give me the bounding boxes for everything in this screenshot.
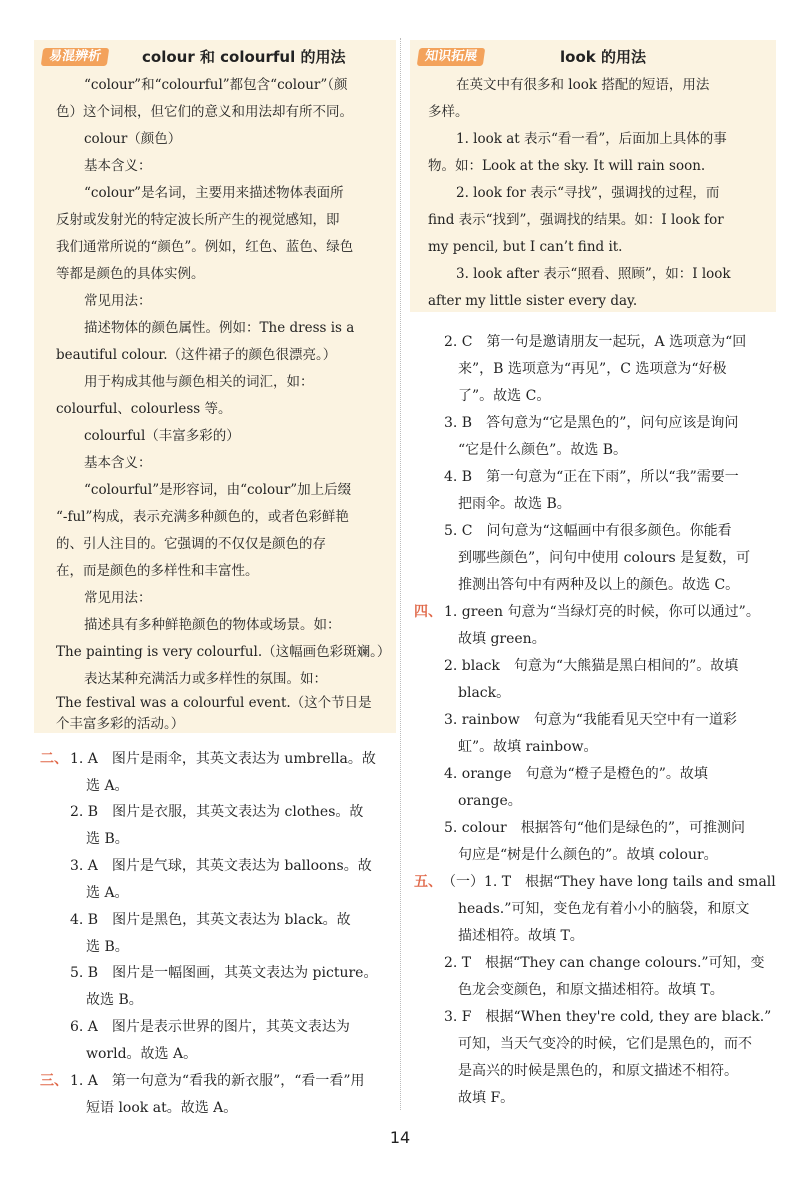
answer-line: 到哪些颜色”，问句中使用 colours 是复数，可 xyxy=(458,550,751,566)
answer-line: 选 A。 xyxy=(86,778,129,794)
answer-line: 是高兴的时候是黑色的，和原文描述不相符。 xyxy=(458,1063,738,1079)
answer-line: 选 B。 xyxy=(86,831,129,847)
box-line: “-ful”构成，表示充满多种颜色的，或者色彩鲜艳 xyxy=(56,509,349,525)
box-line: colour（颜色） xyxy=(84,131,182,147)
answer-line: heads.”可知，变色龙有着小小的脑袋，和原文 xyxy=(458,901,750,917)
box-line: 常见用法： xyxy=(84,590,152,606)
answer-line: 1. A 图片是雨伞，其英文表达为 umbrella。故 xyxy=(70,751,376,767)
box-line: 在，而是颜色的多样性和丰富性。 xyxy=(56,563,259,579)
answer-line: 把雨伞。故选 B。 xyxy=(458,496,571,512)
knowledge-extension-tag: 知识拓展 xyxy=(417,48,486,66)
answer-line: 3. A 图片是气球，其英文表达为 balloons。故 xyxy=(70,858,372,874)
box-line: 描述具有多种鲜艳颜色的物体或场景。如： xyxy=(84,617,341,633)
answer-line: 3. rainbow 句意为“我能看见天空中有一道彩 xyxy=(444,712,737,728)
answer-line: orange。 xyxy=(458,793,522,809)
box-line: 等都是颜色的具体实例。 xyxy=(56,266,205,282)
answer-line: 2. B 图片是衣服，其英文表达为 clothes。故 xyxy=(70,804,364,820)
box-line: 物。如：Look at the sky. It will rain soon. xyxy=(428,158,706,174)
answer-line: 短语 look at。故选 A。 xyxy=(86,1100,238,1116)
box-line: after my little sister every day. xyxy=(428,293,638,309)
box-line: 个丰富多彩的活动。） xyxy=(56,716,185,732)
answer-line: 来”，B 选项意为“再见”，C 选项意为“好极 xyxy=(458,361,727,377)
answer-line: 故选 B。 xyxy=(86,992,143,1008)
answer-line: “它是什么颜色”。故选 B。 xyxy=(458,442,628,458)
answer-line: 了”。故选 C。 xyxy=(458,388,551,404)
box-line: 1. look at 表示“看一看”，后面加上具体的事 xyxy=(456,131,727,147)
page-number: 14 xyxy=(389,1128,411,1147)
section-marker-2: 二、 xyxy=(40,751,68,767)
box-title: look 的用法 xyxy=(560,48,646,66)
section-marker-4: 四、 xyxy=(414,604,442,620)
answer-line: 句应是“树是什么颜色的”。故填 colour。 xyxy=(458,847,718,863)
box-line: 2. look for 表示“寻找”，强调找的过程，而 xyxy=(456,185,720,201)
answer-line: 可知，当天气变冷的时候，它们是黑色的，而不 xyxy=(458,1036,752,1052)
answer-line: 推测出答句中有两种及以上的颜色。故选 C。 xyxy=(458,577,740,593)
answer-line: 4. orange 句意为“橙子是橙色的”。故填 xyxy=(444,766,708,782)
answer-line: 故填 green。 xyxy=(458,631,546,647)
box-line: 3. look after 表示“照看、照顾”，如：I look xyxy=(456,266,731,282)
answer-line: 5. C 问句意为“这幅画中有很多颜色。你能看 xyxy=(444,523,732,539)
box-line: 常见用法： xyxy=(84,293,152,309)
box-line: 反射或发射光的特定波长所产生的视觉感知，即 xyxy=(56,212,340,228)
box-line: “colour”和“colourful”都包含“colour”（颜 xyxy=(84,77,348,93)
box-line: “colourful”是形容词，由“colour”加上后缀 xyxy=(84,482,352,498)
column-divider xyxy=(400,38,401,1110)
answer-line: 故填 F。 xyxy=(458,1090,515,1106)
answer-line: 2. black 句意为“大熊猫是黑白相间的”。故填 xyxy=(444,658,739,674)
box-line: my pencil, but I can’t find it. xyxy=(428,239,623,255)
box-line: 表达某种充满活力或多样性的氛围。如： xyxy=(84,671,327,687)
knowledge-extension-box xyxy=(410,40,776,312)
answer-line: 1. A 第一句意为“看我的新衣服”，“看一看”用 xyxy=(70,1073,365,1089)
answer-line: 选 A。 xyxy=(86,885,129,901)
box-line: 描述物体的颜色属性。例如：The dress is a xyxy=(84,320,355,336)
box-line: colourful、colourless 等。 xyxy=(56,401,232,417)
confusion-analysis-box xyxy=(34,40,396,733)
box-line: 基本含义： xyxy=(84,158,152,174)
answer-line: 4. B 第一句意为“正在下雨”，所以“我”需要一 xyxy=(444,469,739,485)
box-line: 多样。 xyxy=(428,104,469,120)
box-line: 基本含义： xyxy=(84,455,152,471)
confusion-analysis-tag: 易混辨析 xyxy=(41,48,110,66)
answer-line: world。故选 A。 xyxy=(86,1046,198,1062)
answer-line: 5. B 图片是一幅图画，其英文表达为 picture。 xyxy=(70,965,378,981)
answer-line: 4. B 图片是黑色，其英文表达为 black。故 xyxy=(70,912,351,928)
box-title: colour 和 colourful 的用法 xyxy=(142,48,346,66)
box-line: 的、引人注目的。它强调的不仅仅是颜色的存 xyxy=(56,536,326,552)
answer-line: 色龙会变颜色，和原文描述相符。故填 T。 xyxy=(458,982,724,998)
box-line: 色）这个词根，但它们的意义和用法却有所不同。 xyxy=(56,104,353,120)
box-line: colourful（丰富多彩的） xyxy=(84,428,240,444)
answer-line: 3. B 答句意为“它是黑色的”，问句应该是询问 xyxy=(444,415,739,431)
answer-line: 选 B。 xyxy=(86,939,129,955)
box-line: find 表示“找到”，强调找的结果。如：I look for xyxy=(428,212,724,228)
answer-line: 2. T 根据“They can change colours.”可知，变 xyxy=(444,955,765,971)
box-line: “colour”是名词，主要用来描述物体表面所 xyxy=(84,185,344,201)
box-line: beautiful colour.（这件裙子的颜色很漂亮。） xyxy=(56,347,337,363)
answer-line: 2. C 第一句是邀请朋友一起玩，A 选项意为“回 xyxy=(444,334,747,350)
answer-line: 6. A 图片是表示世界的图片，其英文表达为 xyxy=(70,1019,350,1035)
answer-line: （一）1. T 根据“They have long tails and small xyxy=(442,874,776,890)
answer-line: 1. green 句意为“当绿灯亮的时候，你可以通过”。 xyxy=(444,604,760,620)
answer-line: 描述相符。故填 T。 xyxy=(458,928,584,944)
box-line: 我们通常所说的“颜色”。例如，红色、蓝色、绿色 xyxy=(56,239,354,255)
section-marker-5: 五、 xyxy=(414,874,442,890)
box-line: 在英文中有很多和 look 搭配的短语，用法 xyxy=(456,77,710,93)
answer-line: 3. F 根据“When they're cold, they are black.” xyxy=(444,1009,772,1025)
section-marker-3: 三、 xyxy=(40,1073,68,1089)
answer-line: black。 xyxy=(458,685,511,701)
box-line: 用于构成其他与颜色相关的词汇，如： xyxy=(84,374,314,390)
answer-line: 5. colour 根据答句“他们是绿色的”，可推测问 xyxy=(444,820,746,836)
answer-line: 虹”。故填 rainbow。 xyxy=(458,739,598,755)
box-line: The painting is very colourful.（这幅画色彩斑斓。） xyxy=(56,644,391,660)
box-line: The festival was a colourful event.（这个节日是 xyxy=(56,695,372,711)
